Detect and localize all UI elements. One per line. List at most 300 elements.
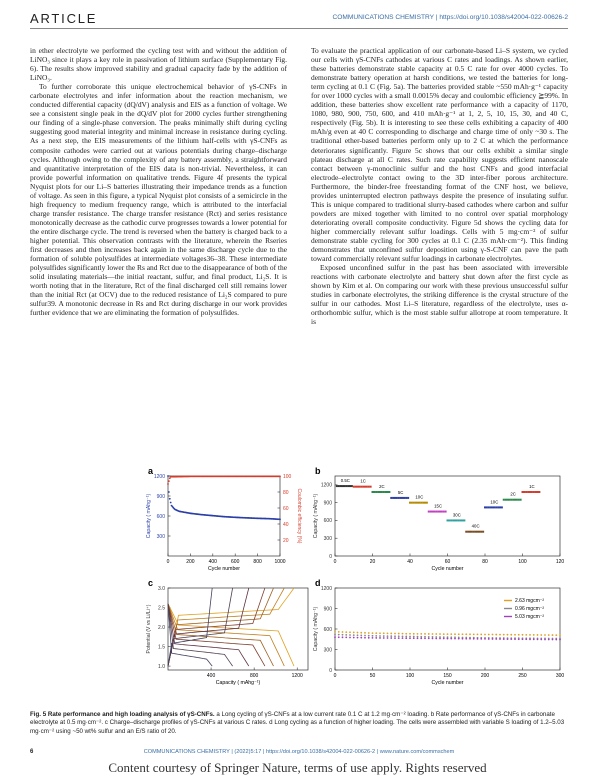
- panel-b-point: [383, 491, 385, 493]
- panel-d-point: [342, 634, 344, 636]
- panel-d-point: [443, 633, 445, 635]
- panel-d-point: [349, 631, 351, 633]
- panel-d-ytick-label: 300: [323, 647, 332, 654]
- panel-b-point: [390, 497, 392, 499]
- panel-d-point: [544, 639, 546, 641]
- panel-d-point: [383, 632, 385, 634]
- panel-d-point: [522, 634, 524, 636]
- panel-d-point: [447, 633, 449, 635]
- panel-d-point: [450, 638, 452, 640]
- panel-d-point: [417, 633, 419, 635]
- panel-b-point: [353, 486, 355, 488]
- panel-b-point: [388, 491, 390, 493]
- panel-d-point: [409, 636, 411, 638]
- panel-d-point: [375, 632, 377, 634]
- panel-b-point: [507, 499, 509, 501]
- panel-b-point: [484, 506, 486, 508]
- panel-d-xtick-label: 200: [480, 673, 490, 679]
- panel-d-point: [518, 638, 520, 640]
- panel-a-efficiency-point: [279, 476, 281, 478]
- panel-b-point: [478, 531, 480, 533]
- panel-b-rate-label: 1C: [529, 484, 535, 489]
- panel-b-point: [387, 491, 389, 493]
- left-paragraph-2: To further corroborate this unique electrochemical behavior of γS-CNFs in carbonate electrolytes and infer information about the reaction mechanism, we conducted differential capacity (dQ/dV) analysis and EIS as a function of voltage. We see a consistent single peak in the dQ/dV plot for 2000 cycles further strengthening our finding of a single-phase conversion. The peaks minimally shift during cycling suggesting good material integrity and minimal increase in resistance during cycling. As a next step, the EIS measurements of the lithium half-cells with γS-CNFs as composite cathodes were carried out at various potentials during charge–discharge cycles. Although owing to the complexity of any battery assembly, a straightforward and quantitative interpretation of the EIS data is non-trivial. Nevertheless, it can provide powerful information on qualitative trends. Figure 4f presents the typical Nyquist plots for our Li–S batteries illustrating their impedance trends as a function of voltage. As seen in this figure, a typical Nyquist plot consists of a semicircle in the high frequency to medium frequency range, which is attributed to the interfacial charge transfer resistance. The charge transfer resistance (Rct) and series resistance monotonically decrease as the cathodic curve progresses towards a lower potential for the entire discharge cycle. The trend is reversed when the battery is charged back to a higher potential. This observation contrasts with the literature, wherein the Rseries first decreases and then increases back again in the same discharge cycle due to the formation of soluble polysulfides at intermediate voltages36–38. These intermediate polysulfides significantly lower the Rs and Rct due to the disappearance of both of the solid insulating materials—the initial reactant, sulfur, and final product, Li₂S. It is worth noting that in the literature, Rct of the final discharged cell still remains lower than the initial Rct (at OCV) due to the reduced resistance of Li₂S compared to pure sulfur39. A monotonic decrease in Rs and Rct during discharge in our work provides further evidence that we are eliminating the formation of polysulfides.: [30, 82, 287, 318]
- panel-d-point: [372, 632, 374, 634]
- panel-d-point: [559, 639, 561, 641]
- panel-b-point: [336, 485, 338, 487]
- panel-b-point: [377, 491, 379, 493]
- panel-b-point: [538, 491, 540, 493]
- panel-b-point: [508, 499, 510, 501]
- panel-b-point: [460, 519, 462, 521]
- panel-b-point: [490, 506, 492, 508]
- panel-d-point: [533, 634, 535, 636]
- panel-b-point: [448, 519, 450, 521]
- panel-b-point: [428, 511, 430, 513]
- panel-b-point: [418, 502, 420, 504]
- panel-d-point: [402, 635, 404, 637]
- panel-d-point: [555, 639, 557, 641]
- panel-b-ytick-label: 600: [323, 518, 332, 525]
- panel-d-point: [398, 633, 400, 635]
- panel-d-point: [345, 631, 347, 633]
- panel-d-xlabel: Cycle number: [431, 680, 464, 686]
- panel-d-point: [372, 635, 374, 637]
- panel-d-point: [424, 633, 426, 635]
- panel-b-point: [360, 486, 362, 488]
- panel-d-point: [379, 637, 381, 639]
- panel-b-point: [443, 511, 445, 513]
- panel-b-point: [433, 511, 435, 513]
- panel-a-xtick-label: 200: [186, 559, 195, 565]
- panel-b-point: [447, 519, 449, 521]
- panel-b-xtick-label: 20: [369, 559, 376, 565]
- panel-d-point: [334, 631, 336, 633]
- panel-d-point: [390, 635, 392, 637]
- panel-b-point: [467, 531, 469, 533]
- panel-b-rate-label: 15C: [434, 503, 443, 509]
- panel-b-point: [379, 491, 381, 493]
- panel-d-point: [334, 636, 336, 638]
- panel-d-point: [432, 638, 434, 640]
- panel-b-point: [518, 499, 520, 501]
- panel-b-point: [347, 485, 349, 487]
- panel-d-point: [390, 633, 392, 635]
- panel-d-point: [413, 636, 415, 638]
- panel-b-point: [505, 499, 507, 501]
- panel-d-point: [360, 637, 362, 639]
- panel-d-ytick-label: 1200: [320, 585, 332, 592]
- panel-b-point: [458, 519, 460, 521]
- panel-d-point: [394, 637, 396, 639]
- panel-d-point: [499, 634, 501, 636]
- panel-b-point: [531, 491, 533, 493]
- panel-b-ytick-label: 1200: [320, 482, 332, 489]
- panel-c-label: c: [148, 578, 154, 588]
- panel-c-ylabel: Potential (V vs Li/Li⁺): [146, 604, 152, 654]
- panel-d-point: [480, 638, 482, 640]
- panel-d-point: [537, 638, 539, 640]
- panel-d-point: [387, 635, 389, 637]
- panel-b-rate-label: 2C: [510, 491, 516, 497]
- panel-b-point: [482, 531, 484, 533]
- panel-d-point: [353, 632, 355, 634]
- panel-b-rate-label: 0.5C: [340, 478, 350, 484]
- panel-b-point: [340, 485, 342, 487]
- panel-b-point: [381, 491, 383, 493]
- panel-b-point: [432, 511, 434, 513]
- panel-d-point: [353, 637, 355, 639]
- panel-d-point: [357, 637, 359, 639]
- panel-d-point: [499, 638, 501, 640]
- panel-d-point: [364, 632, 366, 634]
- panel-a-capacity-point: [279, 518, 281, 520]
- panel-a-capacity-point: [168, 491, 170, 493]
- panel-b-ytick-label: 0: [329, 553, 332, 560]
- panel-b-point: [445, 511, 447, 513]
- panel-b-point: [407, 497, 409, 499]
- panel-d-point: [507, 634, 509, 636]
- panel-d-point: [525, 638, 527, 640]
- panel-a-ytick-label: 300: [156, 533, 165, 540]
- panel-b-point: [477, 531, 479, 533]
- panel-b-point: [345, 485, 347, 487]
- panel-d-point: [443, 638, 445, 640]
- panel-d-point: [413, 637, 415, 639]
- panel-b-point: [392, 497, 394, 499]
- panel-d-point: [360, 635, 362, 637]
- panel-b-rate-label: 2C: [379, 484, 385, 489]
- panel-b-point: [529, 491, 531, 493]
- panel-d-point: [334, 634, 336, 636]
- panel-b-point: [400, 497, 402, 499]
- panel-d-point: [349, 637, 351, 639]
- panel-b-point: [471, 531, 473, 533]
- panel-d-point: [383, 637, 385, 639]
- panel-d-point: [447, 638, 449, 640]
- panel-d-ytick-label: 0: [329, 667, 332, 674]
- panel-d-point: [465, 638, 467, 640]
- panel-b-point: [364, 486, 366, 488]
- panel-d-point: [439, 633, 441, 635]
- panel-c-frame: [168, 588, 308, 670]
- caption-text: a Long cycling of γS-CNFs at a low current rate 0.1 C at 1.2 mg·cm⁻² loading. b Rate performance of γS-CNFs in carbonate electrolyte at 0.5 mg·cm⁻². c Charge–discharge profiles of γS-CNFs at various C rates. d Long cycling as a function of higher loading. The cells were assembled with variable S loading of 1.2–5.03 mg·cm⁻² using ~50 wt% sulfur and an E/S ratio of 20.: [30, 711, 565, 735]
- panel-b-point: [525, 491, 527, 493]
- panel-a-ytick-label: 1200: [153, 473, 165, 480]
- panel-b-point: [495, 506, 497, 508]
- panel-c-ytick-label: 2.5: [158, 605, 165, 612]
- panel-d-point: [548, 634, 550, 636]
- panel-d-point: [387, 637, 389, 639]
- panel-d-label: d: [315, 578, 321, 588]
- panel-d-point: [484, 638, 486, 640]
- journal-reference[interactable]: COMMUNICATIONS CHEMISTRY | https://doi.org/10.1038/s42004-022-00626-2: [332, 14, 568, 21]
- panel-b-point: [351, 485, 353, 487]
- page-number: 6: [30, 749, 34, 755]
- panel-b-xtick-label: 100: [518, 559, 527, 565]
- panel-b-point: [463, 519, 465, 521]
- panel-b-point: [415, 502, 417, 504]
- panel-b-rate-label: 10C: [490, 499, 499, 505]
- panel-b-rate-label: 10C: [415, 494, 424, 500]
- panel-d-point: [555, 634, 557, 636]
- right-column: [311, 46, 568, 326]
- panel-c-ytick-label: 1.0: [158, 663, 165, 670]
- panel-c-ytick-label: 2.0: [158, 624, 165, 631]
- panel-b-point: [357, 486, 359, 488]
- panel-b-ytick-label: 300: [323, 536, 332, 543]
- panel-b-label: b: [315, 466, 321, 476]
- section-label: ARTICLE: [30, 11, 98, 26]
- panel-d-point: [544, 634, 546, 636]
- panel-d-point: [342, 636, 344, 638]
- panel-d-point: [368, 632, 370, 634]
- panel-b-rate-label: 30C: [452, 512, 461, 518]
- panel-d-point: [357, 634, 359, 636]
- panel-b-point: [523, 491, 525, 493]
- panel-d-point: [540, 634, 542, 636]
- panel-c-charge-curve: [168, 588, 284, 666]
- panel-a-xtick-label: 600: [231, 559, 240, 565]
- panel-c-ytick-label: 1.5: [158, 644, 165, 651]
- panel-d-point: [484, 634, 486, 636]
- panel-d-point: [345, 637, 347, 639]
- panel-b-point: [439, 511, 441, 513]
- panel-b-point: [405, 497, 407, 499]
- panel-b-point: [473, 531, 475, 533]
- panel-b-xtick-label: 60: [444, 559, 451, 565]
- panel-d-point: [507, 638, 509, 640]
- panel-b-point: [480, 531, 482, 533]
- panel-c-xtick-label: 400: [206, 673, 216, 679]
- panel-b-point: [514, 499, 516, 501]
- panel-b-point: [441, 511, 443, 513]
- panel-d-point: [364, 635, 366, 637]
- panel-d-point: [510, 638, 512, 640]
- panel-b-point: [366, 486, 368, 488]
- panel-b-point: [430, 511, 432, 513]
- panel-b-point: [493, 506, 495, 508]
- panel-b-point: [512, 499, 514, 501]
- panel-d-point: [338, 636, 340, 638]
- panel-b-point: [488, 506, 490, 508]
- panel-d-point: [552, 634, 554, 636]
- panel-d-point: [488, 638, 490, 640]
- panel-b-xtick-label: 40: [407, 559, 413, 565]
- panel-c-xtick-label: 800: [249, 673, 259, 679]
- panel-b-point: [462, 519, 464, 521]
- panel-b-point: [424, 502, 426, 504]
- panel-b-point: [516, 499, 518, 501]
- panel-d-legend-label: 2.63 mgcm⁻²: [515, 598, 545, 604]
- panel-a-efficiency-point: [167, 483, 169, 485]
- panel-d-point: [529, 638, 531, 640]
- left-paragraph-1: in ether electrolyte we performed the cycling test with and without the addition of LiNO₃ since it plays a key role in passivation of lithium surface (Supplementary Fig. 6). The results show improved stability and gradual capacity fade by the addition of LiNO₃.: [30, 46, 287, 83]
- panel-b-point: [358, 486, 360, 488]
- panel-d-point: [402, 637, 404, 639]
- panel-d-point: [394, 633, 396, 635]
- panel-b-point: [497, 506, 499, 508]
- left-column: [30, 46, 287, 317]
- panel-b-point: [349, 485, 351, 487]
- panel-b-point: [501, 506, 503, 508]
- panel-b-point: [420, 502, 422, 504]
- panel-d-point: [439, 638, 441, 640]
- page-footer: [30, 749, 568, 755]
- panel-d-point: [338, 631, 340, 633]
- panel-d-point: [368, 635, 370, 637]
- panel-d-point: [450, 633, 452, 635]
- panel-d-point: [469, 633, 471, 635]
- panel-d-point: [495, 638, 497, 640]
- panel-a-xtick-label: 0: [166, 559, 170, 565]
- panel-d-point: [349, 634, 351, 636]
- panel-b-point: [452, 519, 454, 521]
- panel-a-ytick-label: 600: [156, 513, 165, 520]
- panel-d-point: [360, 632, 362, 634]
- panel-d-point: [368, 637, 370, 639]
- panel-d-point: [375, 637, 377, 639]
- panel-b-point: [469, 531, 471, 533]
- panel-d-point: [514, 634, 516, 636]
- panel-d-xtick-label: 150: [443, 673, 452, 679]
- panel-a-ytick-label: 900: [156, 493, 165, 500]
- panel-d-point: [458, 633, 460, 635]
- panel-d-point: [462, 633, 464, 635]
- panel-d-point: [477, 638, 479, 640]
- panel-d-point: [435, 633, 437, 635]
- panel-b-xlabel: Cycle number: [431, 566, 464, 572]
- panel-b-point: [403, 497, 405, 499]
- panel-c-charge-curve: [168, 588, 274, 666]
- panel-b-point: [343, 485, 345, 487]
- panel-a-y2tick-label: 40: [283, 521, 289, 528]
- panel-b-point: [372, 491, 374, 493]
- panel-d-legend-label: 5.03 mgcm⁻²: [515, 614, 545, 620]
- right-paragraph-1: To evaluate the practical application of our carbonate-based Li–S system, we cycled our cells with γS-CNFs cathodes at various C rates and loadings. As shown earlier, these batteries demonstrate stable capacity at 0.5 C rate for over 4000 cycles. To demonstrate battery operation at harsh conditions, we tested the batteries for long-term cycling at 0.1 C (Fig. 5a). The batteries provided stable ~550 mAh·g⁻¹ capacity for over 1000 cycles with a small 0.0015% decay and coulombic efficiency ≧99%. In addition, these batteries show excellent rate performance with a capacity of 1170, 1080, 980, 900, 750, 600, and 410 mAh·g⁻¹ at 1, 2, 5, 10, 15, 30, and 40 C, respectively (Fig. 5b). It is interesting to see these cells exhibiting a capacity of 400 mAh/g even at 40 C corresponding to discharge and charge time of only ~30 s. The traditional ether-based batteries perform only up to 2 C at which the performance deteriorates significantly. Figure 5c shows that our cells exhibit a similar single plateau discharge at all C rates. Such rate capability suggests efficient nanoscale contact between γ-monoclinic sulfur and the host CNFs and good interfacial electrode–electrolyte contact owing to the 3D inter-fiber porous architecture. Furthermore, the binder-free freestanding format of the CNF host, we believe, provides uninterrupted electron pathways despite the presence of insulating sulfur. This is unique compared to traditional slurry-based cathodes where carbon and sulfur powders are mixed together with limited to no control over spatial morphology deteriorating overall composite conductivity. Figure 5d shows the cycling data for higher commercially relevant sulfur loadings. Cells with 5 mg·cm⁻² of sulfur demonstrate stable cycling for 300 cycles at 0.1 C (2.35 mAh·cm⁻²). This finding demonstrates that unconfined sulfur deposition using γ-S-CNF can pave the path toward commercially relevant sulfur loadings in carbonate electrolytes.: [311, 46, 568, 264]
- panel-d-point: [428, 637, 430, 639]
- panel-d-legend-label: 0.96 mgcm⁻²: [515, 606, 545, 612]
- panel-d-point: [488, 634, 490, 636]
- page-header: [30, 8, 568, 29]
- panel-a-label: a: [148, 466, 154, 476]
- panel-d-point: [529, 634, 531, 636]
- panel-d-point: [533, 638, 535, 640]
- panel-d-point: [473, 633, 475, 635]
- panel-b-rate-label: 5C: [397, 489, 404, 495]
- panel-d-point: [364, 637, 366, 639]
- panel-d-point: [503, 638, 505, 640]
- panel-b-point: [398, 497, 400, 499]
- panel-a-xtick-label: 1000: [274, 559, 286, 565]
- panel-d-point: [420, 633, 422, 635]
- panel-b-point: [527, 491, 529, 493]
- panel-a-y2tick-label: 60: [283, 505, 289, 512]
- panel-b-point: [520, 499, 522, 501]
- panel-d-point: [417, 637, 419, 639]
- panel-d-point: [435, 638, 437, 640]
- panel-d-point: [548, 639, 550, 641]
- panel-d-point: [428, 636, 430, 638]
- panel-d-point: [477, 633, 479, 635]
- panel-d-point: [342, 631, 344, 633]
- panel-d-point: [387, 632, 389, 634]
- panel-b-point: [437, 511, 439, 513]
- panel-d-point: [405, 633, 407, 635]
- panel-d-point: [345, 634, 347, 636]
- panel-d-point: [405, 636, 407, 638]
- panel-d-point: [540, 639, 542, 641]
- panel-d-point: [454, 638, 456, 640]
- panel-b-point: [492, 506, 494, 508]
- panel-a-xlabel: Cycle number: [207, 566, 241, 572]
- panel-b-point: [370, 486, 372, 488]
- panel-b-ytick-label: 900: [323, 500, 332, 507]
- panel-b-frame: [335, 476, 560, 556]
- right-paragraph-2: Exposed unconfined sulfur in the past has been associated with irreversible reactions with carbonate electrolyte and battery shut down after the first cycle as shown by Kim et al. On comparing our work with these previous unsuccessful sulfur studies in carbonate electrolytes, the striking difference is the crystal structure of the sulfur in our cathodes. Most Li–S literature, regardless of the electrolyte, uses α-orthorhombic sulfur, which is the most stable sulfur allotrope at room temperature. It is: [311, 263, 568, 327]
- panel-d-point: [462, 638, 464, 640]
- panel-d-point: [375, 635, 377, 637]
- panel-b-point: [537, 491, 539, 493]
- panel-a-y2tick-label: 20: [283, 537, 289, 544]
- panel-d-ylabel: Capacity ( mAhg⁻¹): [313, 606, 319, 652]
- panel-b-point: [454, 519, 456, 521]
- panel-a-capacity-point: [169, 498, 171, 500]
- panel-d-point: [510, 634, 512, 636]
- panel-d-point: [394, 635, 396, 637]
- panel-d-point: [473, 638, 475, 640]
- panel-d-point: [537, 634, 539, 636]
- panel-b-xtick-label: 0: [333, 559, 337, 565]
- panel-c-charge-curve: [168, 588, 294, 666]
- panel-d-point: [428, 633, 430, 635]
- panel-d-xtick-label: 50: [369, 673, 376, 679]
- panel-b-point: [535, 491, 537, 493]
- panel-d-point: [379, 632, 381, 634]
- panel-a-capacity-point: [170, 502, 172, 504]
- panel-a-y2tick-label: 100: [283, 473, 292, 480]
- panel-b-xtick-label: 80: [482, 559, 488, 565]
- panel-b-point: [486, 506, 488, 508]
- panel-d-point: [432, 633, 434, 635]
- panel-b-point: [465, 531, 467, 533]
- panel-c-xtick-label: 1200: [291, 673, 303, 679]
- panel-d-xtick-label: 300: [555, 673, 565, 679]
- panel-b-point: [435, 511, 437, 513]
- footer-text[interactable]: COMMUNICATIONS CHEMISTRY | (2022)5:17 | https://doi.org/10.1038/s42004-022-00626-2 | www.nature.com/commschem: [143, 749, 455, 755]
- panel-d-point: [469, 638, 471, 640]
- panel-d-point: [398, 637, 400, 639]
- panel-a-xtick-label: 400: [208, 559, 217, 565]
- panel-d-xtick-label: 100: [405, 673, 415, 679]
- panel-d-point: [409, 633, 411, 635]
- figure-5: [30, 466, 568, 706]
- panel-d-point: [383, 635, 385, 637]
- panel-b-point: [499, 506, 501, 508]
- panel-d-point: [420, 636, 422, 638]
- panel-b-point: [409, 502, 411, 504]
- panel-b-point: [402, 497, 404, 499]
- panel-b-ylabel: Capacity ( mAhg⁻¹): [313, 493, 319, 539]
- panel-d-point: [402, 633, 404, 635]
- panel-d-point: [495, 634, 497, 636]
- panel-b-point: [413, 502, 415, 504]
- panel-d-ytick-label: 600: [323, 626, 332, 633]
- panel-a-ylabel: Capacity ( mAhg⁻¹): [146, 493, 152, 539]
- panel-d-point: [480, 634, 482, 636]
- panel-b-point: [338, 485, 340, 487]
- panel-d-point: [503, 634, 505, 636]
